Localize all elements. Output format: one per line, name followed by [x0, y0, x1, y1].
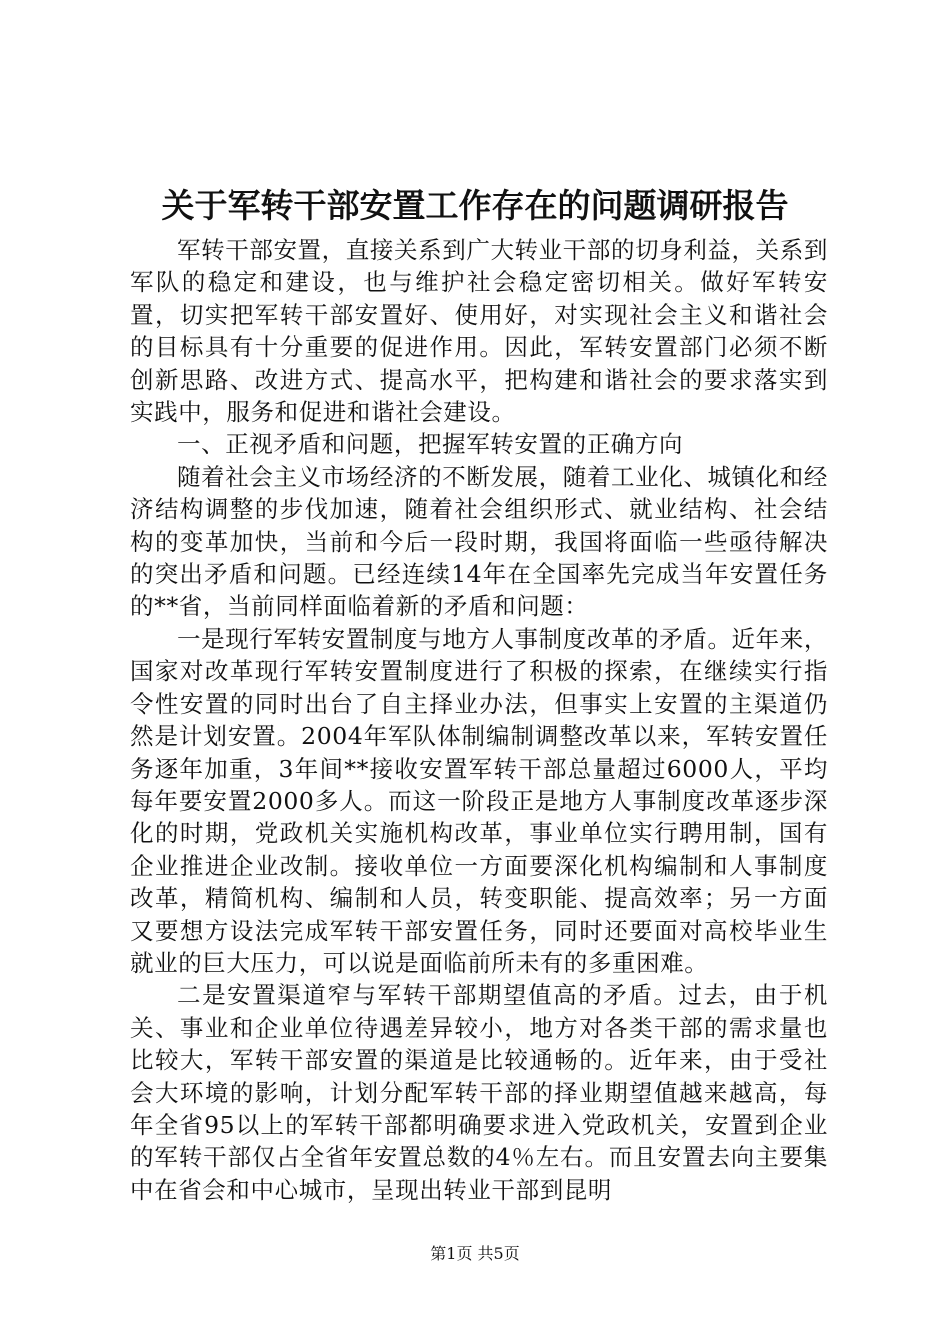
document-body [130, 234, 828, 1206]
paragraph-issue-1: 一是现行军转安置制度与地方人事制度改革的矛盾。近年来，国家对改革现行军转安置制度进行了积极的探索，在继续实行指令性安置的同时出台了自主择业办法，但事实上安置的主渠道仍然是计划安置。2004年军队体制编制调整改革以来，军转安置任务逐年加重，3年间**接收安置军转干部总量超过6000人，平均每年要安置2000多人。而这一阶段正是地方人事制度改革逐步深化的时期，党政机关实施机构改革，事业单位实行聘用制，国有企业推进企业改制。接收单位一方面要深化机构编制和人事制度改革，精简机构、编制和人员，转变职能、提高效率；另一方面又要想方设法完成军转干部安置任务，同时还要面对高校毕业生就业的巨大压力，可以说是面临前所未有的多重困难。 [130, 624, 828, 977]
paragraph-issue-2: 二是安置渠道窄与军转干部期望值高的矛盾。过去，由于机关、事业和企业单位待遇差异较小，地方对各类干部的需求量也比较大，军转干部安置的渠道是比较通畅的。近年来，由于受社会大环境的影响，计划分配军转干部的择业期望值越来越高，每年全省95以上的军转干部都明确要求进入党政机关，安置到企业的军转干部仅占全省年安置总数的4％左右。而且安置去向主要集中在省会和中心城市，呈现出转业干部到昆明 [130, 981, 828, 1204]
page-footer: 第1页 共5页 [430, 1244, 520, 1263]
paragraph-intro: 军转干部安置，直接关系到广大转业干部的切身利益，关系到军队的稳定和建设，也与维护社会稳定密切相关。做好军转安置，切实把军转干部安置好、使用好，对实现社会主义和谐社会的目标具有十分重要的促进作用。因此，军转安置部门必须不断创新思路、改进方式、提高水平，把构建和谐社会的要求落实到实践中，服务和促进和谐社会建设。 [130, 236, 828, 427]
paragraph-context: 随着社会主义市场经济的不断发展，随着工业化、城镇化和经济结构调整的步伐加速，随着社会组织形式、就业结构、社会结构的变革加快，当前和今后一段时期，我国将面临一些亟待解决的突出矛盾和问题。已经连续14年在全国率先完成当年安置任务的**省，当前同样面临着新的矛盾和问题： [130, 462, 828, 621]
document-title: 关于军转干部安置工作存在的问题调研报告 [161, 186, 789, 225]
section-heading-1: 一、正视矛盾和问题，把握军转安置的正确方向 [177, 430, 684, 459]
